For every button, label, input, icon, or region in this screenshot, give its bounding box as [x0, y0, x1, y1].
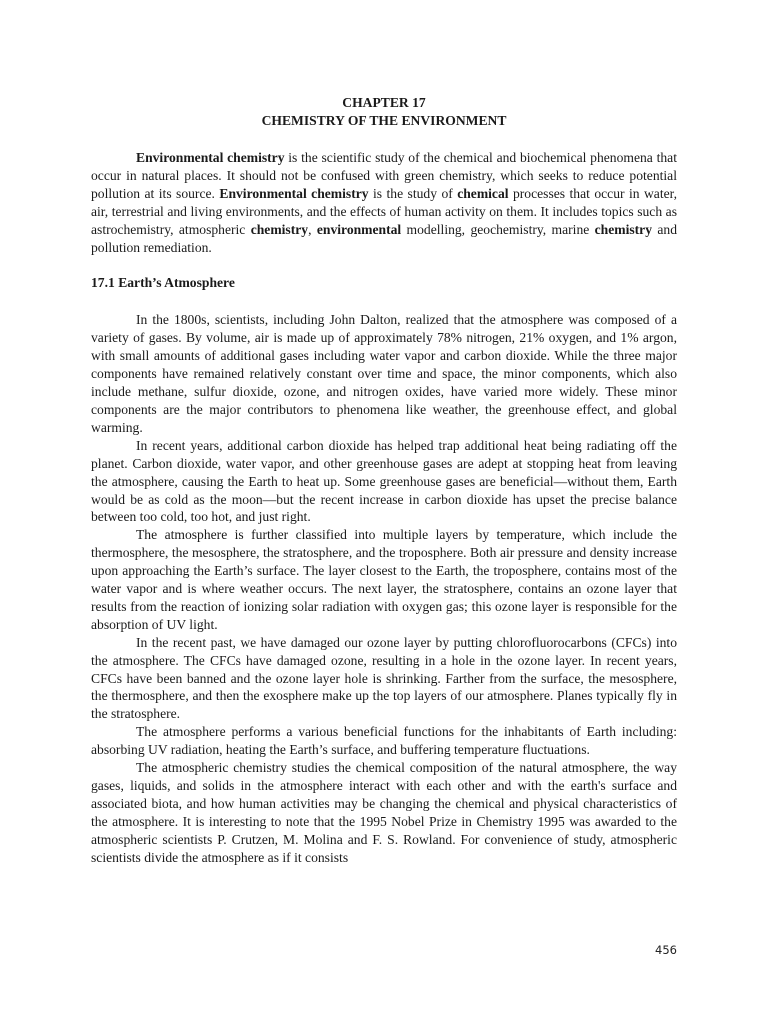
paragraph: The atmosphere is further classified into multiple layers by temperature, which include the thermosphere, the mesosphere, the stratosphere, and the troposphere. Both air pressure and density increase upon approaching the Earth’s surface. The layer closest to the Earth, the troposphere, contains most of the water vapor and is where weather occurs. The next layer, the stratosphere, contains an ozone layer that results from the reaction of ionizing solar radiation with oxygen gas; this ozone layer is responsible for the absorption of UV light. — [91, 527, 677, 632]
paragraph: The atmosphere performs a various beneficial functions for the inhabitants of Earth including: absorbing UV radiation, heating the Earth’s surface, and buffering temperature fluctuations. — [91, 724, 677, 758]
intro-text: , — [308, 221, 317, 237]
intro-text: is the scientific study of the chemical and biochemical phenomena that occur in natural places. It should not be confused with green chemistry, which seeks to reduce potential pollution at its source. — [91, 150, 677, 201]
bold-term: chemical — [457, 185, 509, 201]
bold-term: chemistry — [594, 221, 653, 237]
intro-paragraph — [91, 149, 677, 256]
paragraph: In the recent past, we have damaged our ozone layer by putting chlorofluorocarbons (CFCs) into the atmosphere. The CFCs have damaged ozone, resulting in a hole in the ozone layer. In recent years, CFCs have been banned and the ozone layer hole is shrinking. Farther from the surface, the mesosphere, the thermosphere, and then the exosphere make up the top layers of our atmosphere. Planes typically fly in the stratosphere. — [91, 634, 677, 722]
chapter-title: CHEMISTRY OF THE ENVIRONMENT — [261, 113, 507, 128]
bold-term: Environmental chemistry — [136, 150, 285, 165]
section-heading: 17.1 Earth’s Atmosphere — [91, 275, 235, 291]
document-page — [91, 94, 677, 867]
intro-text: and pollution remediation. — [91, 221, 678, 255]
paragraph: The atmospheric chemistry studies the chemical composition of the natural atmosphere, the way gases, liquids, and solids in the atmosphere interact with each other and with the earth's surface and associated biota, and how human activities may be changing the chemical and physical characteristics of the atmosphere. It is interesting to note that the 1995 Nobel Prize in Chemistry 1995 was awarded to the atmospheric scientists P. Crutzen, M. Molina and F. S. Rowland. For convenience of study, atmospheric scientists divide the atmosphere as if it consists — [91, 760, 677, 865]
intro-text: processes that occur in water, air, terrestrial and living environments, and the effects of human activity on them. It includes topics such as astrochemistry, atmospheric — [91, 185, 678, 237]
paragraph: In recent years, additional carbon dioxide has helped trap additional heat being radiating off the planet. Carbon dioxide, water vapor, and other greenhouse gases are adept at stopping heat from leaving the atmosphere, causing the Earth to heat up. Some greenhouse gases are beneficial—without them, Earth would be as cold as the moon—but the recent increase in carbon dioxide has upset the precise balance between too cold, too hot, and just right. — [91, 437, 677, 525]
chapter-number: CHAPTER 17 — [342, 95, 426, 110]
intro-text: modelling, geochemistry, marine — [401, 221, 595, 237]
section-body — [91, 311, 677, 866]
bold-term: chemistry — [250, 221, 309, 237]
page-number: 456 — [655, 943, 677, 957]
intro-text: is the study of — [368, 185, 458, 201]
bold-term: environmental — [316, 221, 402, 237]
paragraph: In the 1800s, scientists, including John Dalton, realized that the atmosphere was composed of a variety of gases. By volume, air is made up of approximately 78% nitrogen, 21% oxygen, and 1% argon, with small amounts of additional gases including water vapor and carbon dioxide. While the three major components have remained relatively constant over time and space, the minor components, which also include methane, sulfur dioxide, ozone, and nitrogen oxides, have varied more widely. These minor components are the major contributors to phenomena like weather, the greenhouse effect, and global warming. — [91, 312, 677, 435]
bold-term: Environmental chemistry — [219, 185, 369, 201]
